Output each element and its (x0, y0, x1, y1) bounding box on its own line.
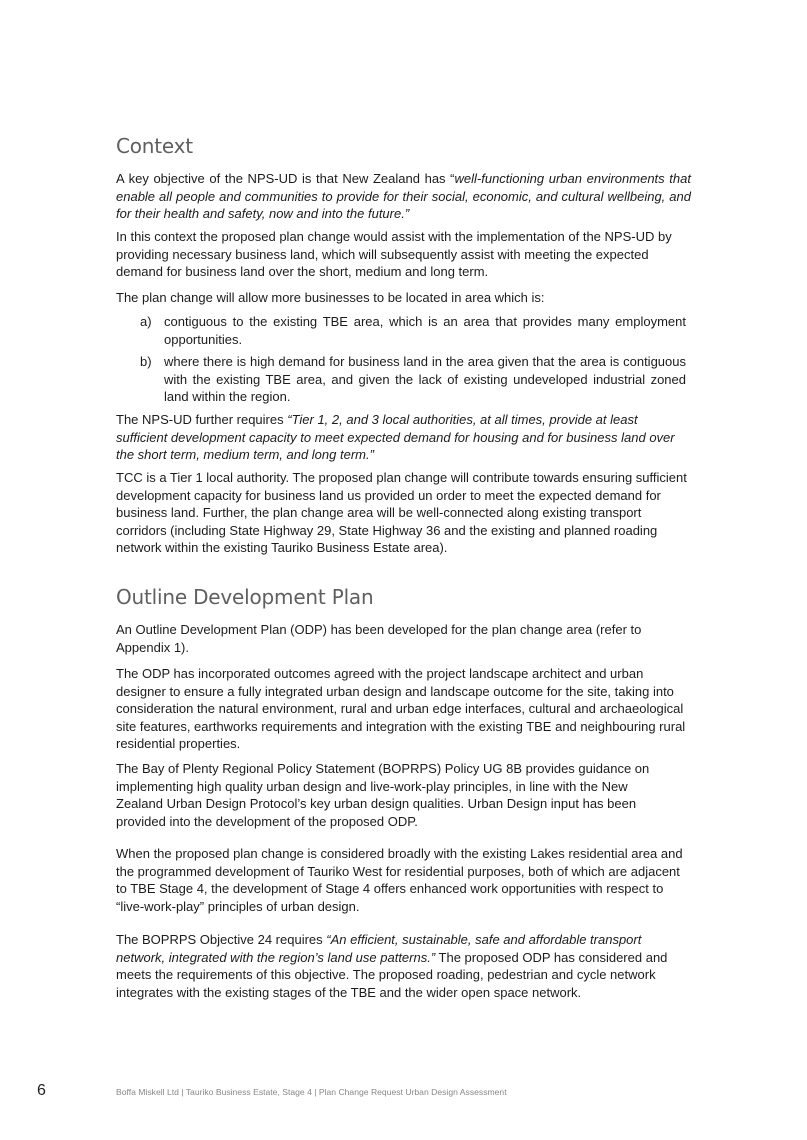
context-paragraph-1 (116, 170, 691, 223)
footer-text: Boffa Miskell Ltd | Tauriko Business Estate, Stage 4 | Plan Change Request Urban Design Assessment (116, 1087, 507, 1097)
context-paragraph-3: The plan change will allow more businesses to be located in area which is: (116, 290, 545, 305)
context-p4-quote: “Tier 1, 2, and 3 local authorities, at all times, provide at least sufficient development capacity to meet expected demand for housing and for business land over the short term, medium term, and long term.” (116, 412, 675, 463)
context-p1-quote: well-functioning urban environments that enable all people and communities to provide for their social, economic, and cultural wellbeing, and for their health and safety, now and into the future.” (116, 171, 691, 222)
context-paragraph-4 (116, 411, 676, 464)
list-text-b: where there is high demand for business land in the area given that the area is contiguous with the existing TBE area, and given the lack of existing undeveloped industrial zoned land within the region. (164, 354, 686, 405)
odp-heading: Outline Development Plan (116, 585, 374, 609)
odp-paragraph-1: An Outline Development Plan (ODP) has been developed for the plan change area (refer to Appendix 1). (116, 622, 642, 655)
list-text-a: contiguous to the existing TBE area, which is an area that provides many employment opportunities. (164, 314, 686, 347)
odp-p5-text: The BOPRPS Objective 24 requires (116, 932, 327, 947)
odp-paragraph-3: The Bay of Plenty Regional Policy Statement (BOPRPS) Policy UG 8B provides guidance on implementing high quality urban design and live-work-play principles, in line with the New Zealand Urban Design Protocol’s key urban design qualities. Urban Design input has been provided into the development of the proposed ODP. (116, 761, 650, 829)
context-p1-text: A key objective of the NPS-UD is that New Zealand has “ (116, 171, 455, 186)
list-marker-b: b) (140, 354, 152, 369)
odp-paragraph-2: The ODP has incorporated outcomes agreed with the project landscape architect and urban designer to ensure a fully integrated urban design and landscape outcome for the site, taking into consideration the natural environment, rural and urban edge interfaces, cultural and archaeological site features, earthworks requirements and integration with the existing TBE and neighbouring rural residential properties. (116, 666, 686, 752)
context-paragraph-5: TCC is a Tier 1 local authority. The proposed plan change will contribute towards ensuring sufficient development capacity for business land us provided un order to meet the expected demand for business land. Further, the plan change area will be well-connected along existing transport corridors (including State Highway 29, State Highway 36 and the existing and planned roading network within the existing Tauriko Business Estate area). (116, 470, 687, 556)
list-item-a (116, 313, 686, 348)
odp-paragraph-4: When the proposed plan change is considered broadly with the existing Lakes residential area and the programmed development of Tauriko West for residential purposes, both of which are adjacent to TBE Stage 4, the development of Stage 4 offers enhanced work opportunities with respect to “live-work-play” principles of urban design. (116, 846, 683, 914)
context-paragraph-2: In this context the proposed plan change would assist with the implementation of the NPS-UD by providing necessary business land, which will subsequently assist with meeting the expected demand for business land over the short, medium and long term. (116, 229, 672, 280)
list-item-b (116, 353, 686, 406)
page-number: 6 (37, 1082, 46, 1099)
odp-paragraph-5 (116, 931, 694, 1001)
page-footer (0, 1082, 807, 1106)
list-marker-a: a) (140, 314, 152, 329)
odp-p5-text-2: The proposed ODP has considered and meets the requirements of this objective. The proposed roading, pedestrian and cycle network integrates with the existing stages of the TBE and the wider open space network. (116, 949, 668, 1000)
context-p4-text: The NPS-UD further requires (116, 412, 288, 427)
context-heading: Context (116, 134, 193, 158)
odp-p5-quote: “An efficient, sustainable, safe and affordable transport network, integrated with the region’s land use patterns.” (116, 932, 642, 965)
